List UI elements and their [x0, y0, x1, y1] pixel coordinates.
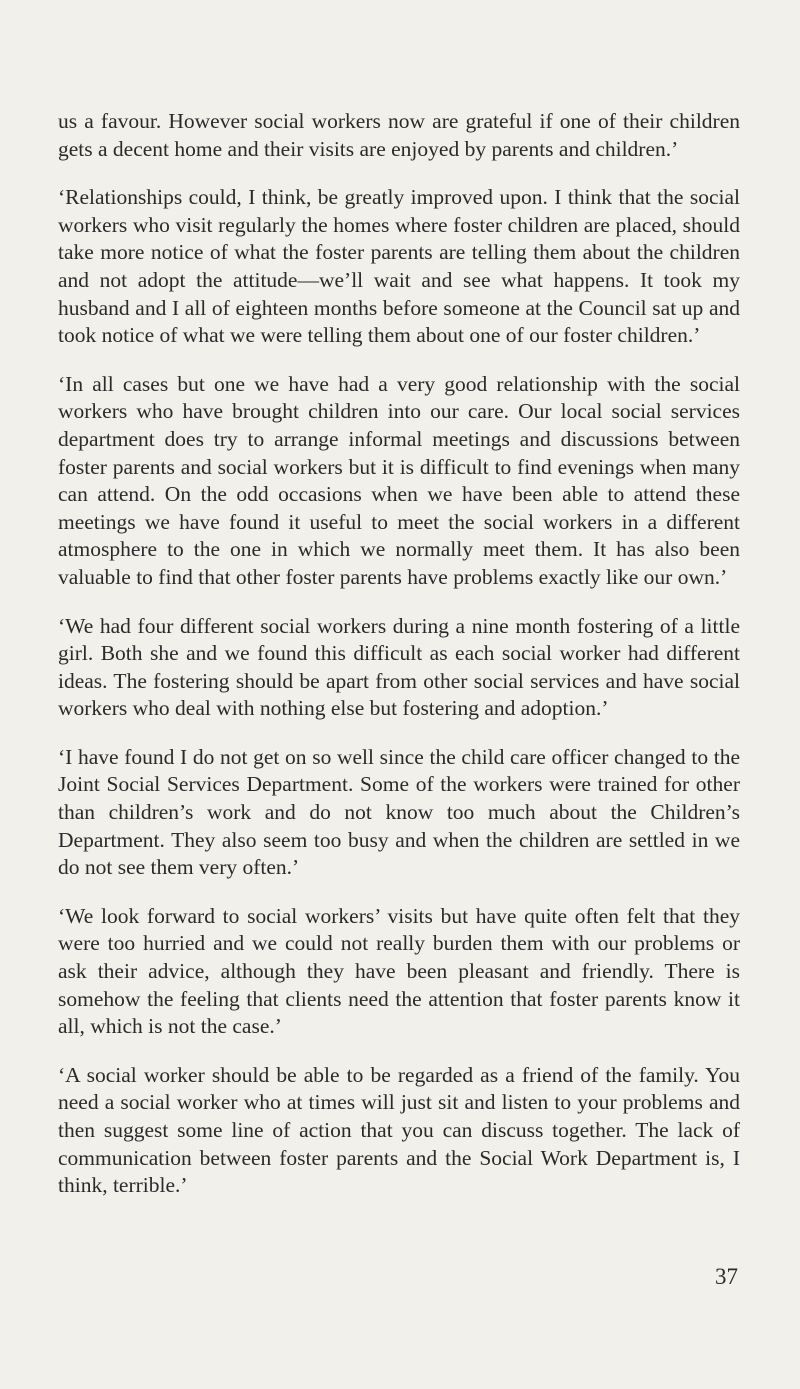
page-body	[58, 108, 740, 1221]
paragraph-3: ‘In all cases but one we have had a very good relationship with the social workers who have brought children into our care. Our local social services department does try to arrange informal meetings and discussions between foster parents and social workers but it is difficult to find evenings when many can attend. On the odd occasions when we have been able to attend these meetings we have found it useful to meet the social workers in a different atmosphere to the one in which we normally meet them. It has also been valuable to find that other foster parents have problems exactly like our own.’	[58, 371, 740, 589]
paragraph-5: ‘I have found I do not get on so well since the child care officer changed to the Joint Social Services Department. Some of the workers were trained for other than children’s work and do not know too much about the Children’s Department. They also seem too busy and when the children are settled in we do not see them very often.’	[58, 744, 740, 880]
paragraph-1: us a favour. However social workers now are grateful if one of their children gets a decent home and their visits are enjoyed by parents and children.’	[58, 109, 740, 161]
paragraph-7: ‘A social worker should be able to be regarded as a friend of the family. You need a social worker who at times will just sit and listen to your problems and then suggest some line of action that you can discuss together. The lack of communication between foster parents and the Social Work Department is, I think, terrible.’	[58, 1062, 740, 1198]
paragraph-4: ‘We had four different social workers during a nine month fostering of a little girl. Both she and we found this difficult as each social worker had different ideas. The fostering should be apart from other social services and have social workers who deal with nothing else but fostering and adoption.’	[58, 613, 740, 721]
page-number: 37	[715, 1264, 738, 1289]
paragraph-6: ‘We look forward to social workers’ visits but have quite often felt that they were too hurried and we could not really burden them with our problems or ask their advice, although they have been pleasant and friendly. There is somehow the feeling that clients need the attention that foster parents know it all, which is not the case.’	[58, 903, 740, 1039]
paragraph-2: ‘Relationships could, I think, be greatly improved upon. I think that the social workers who visit regularly the homes where foster children are placed, should take more notice of what the foster parents are telling them about the children and not adopt the attitude—we’ll wait and see what happens. It took my husband and I all of eighteen months before someone at the Council sat up and took notice of what we were telling them about one of our foster children.’	[58, 185, 740, 348]
